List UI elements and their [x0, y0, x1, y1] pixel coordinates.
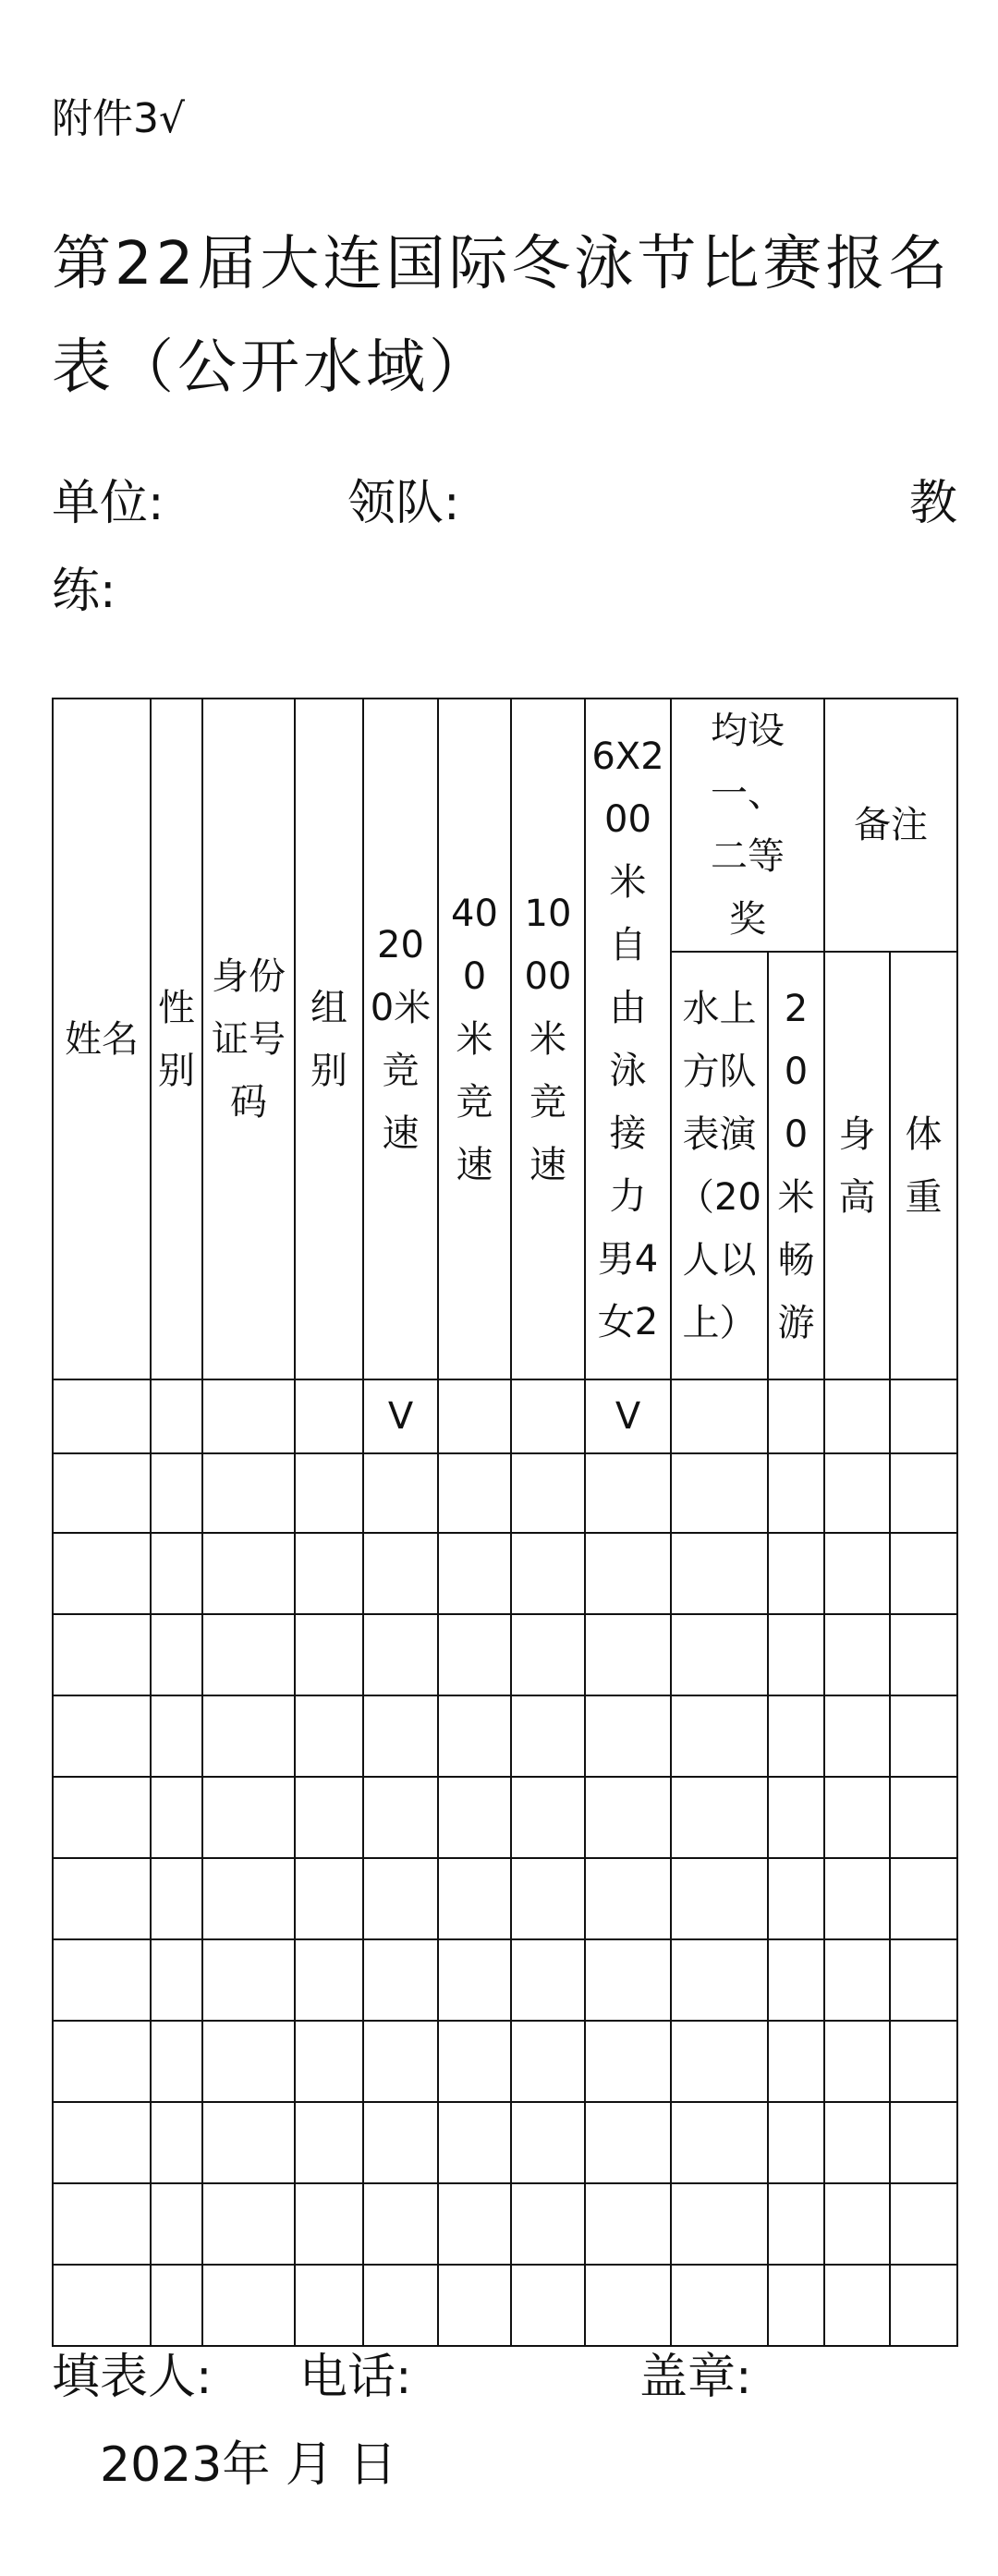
table-cell[interactable]	[295, 1533, 363, 1614]
table-cell[interactable]	[671, 1939, 768, 2021]
header-gender: 性别	[151, 699, 202, 1379]
table-cell[interactable]	[824, 2021, 890, 2102]
table-cell[interactable]	[824, 2183, 890, 2265]
header-awards-group: 均设一、二等奖	[671, 699, 824, 952]
table-cell[interactable]	[768, 2183, 824, 2265]
header-group: 组别	[295, 699, 363, 1379]
table-cell[interactable]	[585, 1939, 671, 2021]
table-cell[interactable]: V	[585, 1379, 671, 1453]
table-cell[interactable]	[363, 1614, 438, 1695]
table-cell[interactable]	[151, 2102, 202, 2183]
table-cell[interactable]	[585, 1858, 671, 1939]
table-cell[interactable]	[151, 1777, 202, 1858]
table-cell[interactable]	[151, 2021, 202, 2102]
table-cell[interactable]	[671, 1379, 768, 1453]
header-race-1000: 1000米竞速	[511, 699, 585, 1379]
table-cell[interactable]	[585, 2183, 671, 2265]
table-cell[interactable]	[202, 1695, 295, 1777]
table-cell[interactable]	[295, 1695, 363, 1777]
table-cell[interactable]	[151, 1533, 202, 1614]
table-cell[interactable]	[768, 1695, 824, 1777]
table-cell[interactable]	[202, 1533, 295, 1614]
table-cell[interactable]	[585, 2265, 671, 2346]
table-row	[53, 1939, 957, 2021]
table-cell[interactable]	[824, 1453, 890, 1533]
table-cell[interactable]	[671, 1614, 768, 1695]
info-line-2	[52, 559, 957, 624]
table-cell[interactable]	[202, 2021, 295, 2102]
table-row	[53, 1379, 957, 1453]
table-cell[interactable]	[585, 1533, 671, 1614]
table-cell[interactable]	[511, 2021, 585, 2102]
table-cell[interactable]	[295, 2102, 363, 2183]
table-cell[interactable]	[511, 2183, 585, 2265]
table-cell[interactable]	[202, 2183, 295, 2265]
table-cell[interactable]	[824, 2102, 890, 2183]
table-cell[interactable]	[53, 1614, 151, 1695]
table-cell[interactable]	[363, 1939, 438, 2021]
table-cell[interactable]	[438, 1379, 511, 1453]
table-cell[interactable]	[363, 1777, 438, 1858]
table-cell[interactable]	[585, 1695, 671, 1777]
header-race-400: 400米竞速	[438, 699, 511, 1379]
table-cell[interactable]	[363, 2265, 438, 2346]
coach-label-part1: 教	[908, 476, 957, 531]
table-cell[interactable]	[585, 1614, 671, 1695]
table-cell[interactable]	[511, 1695, 585, 1777]
table-cell[interactable]	[511, 1939, 585, 2021]
table-cell[interactable]	[890, 1614, 957, 1695]
table-cell[interactable]	[768, 2265, 824, 2346]
table-cell[interactable]	[890, 2183, 957, 2265]
table-cell[interactable]	[671, 1453, 768, 1533]
table-cell[interactable]	[438, 2102, 511, 2183]
table-cell[interactable]	[53, 1695, 151, 1777]
table-cell[interactable]	[671, 1533, 768, 1614]
registration-table	[52, 698, 958, 2347]
table-cell[interactable]	[151, 2265, 202, 2346]
table-cell[interactable]	[53, 2183, 151, 2265]
table-cell[interactable]	[151, 1379, 202, 1453]
table-cell[interactable]	[824, 1533, 890, 1614]
table-cell[interactable]	[53, 1858, 151, 1939]
table-cell[interactable]	[824, 1379, 890, 1453]
footer-line-1	[52, 2338, 957, 2405]
table-cell[interactable]	[438, 1777, 511, 1858]
table-cell[interactable]	[363, 1453, 438, 1533]
table-cell[interactable]	[890, 1777, 957, 1858]
table-cell[interactable]	[671, 2021, 768, 2102]
table-cell[interactable]	[295, 1858, 363, 1939]
table-row	[53, 1777, 957, 1858]
table-cell[interactable]	[53, 1533, 151, 1614]
unit-label: 单位:	[52, 476, 164, 531]
table-cell[interactable]	[511, 1533, 585, 1614]
table-cell[interactable]	[295, 2021, 363, 2102]
table-cell[interactable]	[890, 1858, 957, 1939]
table-row	[53, 1453, 957, 1533]
table-cell[interactable]: V	[363, 1379, 438, 1453]
table-cell[interactable]	[295, 1777, 363, 1858]
table-cell[interactable]	[890, 1533, 957, 1614]
table-cell[interactable]	[363, 2102, 438, 2183]
header-swim-200: 200米畅游	[768, 952, 824, 1379]
filler-label: 填表人:	[52, 2350, 213, 2405]
table-row	[53, 2265, 957, 2346]
table-cell[interactable]	[438, 2021, 511, 2102]
table-cell[interactable]	[511, 1858, 585, 1939]
table-cell[interactable]	[824, 1695, 890, 1777]
table-cell[interactable]	[890, 2265, 957, 2346]
table-cell[interactable]	[53, 2102, 151, 2183]
table-cell[interactable]	[768, 1858, 824, 1939]
table-cell[interactable]	[295, 1379, 363, 1453]
table-cell[interactable]	[511, 2102, 585, 2183]
date-line: 2023年 月 日	[100, 2437, 397, 2493]
table-cell[interactable]	[363, 1858, 438, 1939]
table-cell[interactable]	[671, 1777, 768, 1858]
table-cell[interactable]	[890, 1695, 957, 1777]
table-cell[interactable]	[438, 1939, 511, 2021]
attachment-label: 附件3√	[52, 95, 186, 142]
phone-label: 电话:	[299, 2350, 412, 2405]
table-cell[interactable]	[824, 1777, 890, 1858]
header-height: 身高	[824, 952, 890, 1379]
table-cell[interactable]	[295, 1614, 363, 1695]
table-cell[interactable]	[671, 2102, 768, 2183]
table-cell[interactable]	[585, 1777, 671, 1858]
table-cell[interactable]	[438, 1858, 511, 1939]
table-cell[interactable]	[824, 2265, 890, 2346]
document-title: 第22届大连国际冬泳节比赛报名表（公开水域）	[52, 230, 952, 402]
table-cell[interactable]	[511, 1453, 585, 1533]
coach-label-part2: 练:	[52, 564, 116, 619]
header-water-show: 水上方队表演（20人以上）	[671, 952, 768, 1379]
table-cell[interactable]	[202, 1858, 295, 1939]
leader-label: 领队:	[347, 476, 460, 531]
table-cell[interactable]	[363, 1533, 438, 1614]
table-cell[interactable]	[53, 1777, 151, 1858]
table-cell[interactable]	[511, 1614, 585, 1695]
table-cell[interactable]	[671, 1695, 768, 1777]
table-cell[interactable]	[824, 1614, 890, 1695]
table-cell[interactable]	[295, 1453, 363, 1533]
table-cell[interactable]	[824, 1858, 890, 1939]
table-cell[interactable]	[768, 2102, 824, 2183]
table-cell[interactable]	[53, 1379, 151, 1453]
table-row	[53, 2183, 957, 2265]
table-row	[53, 2021, 957, 2102]
table-cell[interactable]	[202, 2102, 295, 2183]
table-cell[interactable]	[511, 1777, 585, 1858]
table-cell[interactable]	[768, 1379, 824, 1453]
table-cell[interactable]	[438, 2183, 511, 2265]
table-row	[53, 1614, 957, 1695]
table-cell[interactable]	[53, 1453, 151, 1533]
table-cell[interactable]	[768, 2021, 824, 2102]
table-cell[interactable]	[768, 1777, 824, 1858]
table-cell[interactable]	[151, 1453, 202, 1533]
table-cell[interactable]	[438, 1453, 511, 1533]
header-id-number: 身份证号码	[202, 699, 295, 1379]
table-cell[interactable]	[585, 1453, 671, 1533]
table-cell[interactable]	[824, 1939, 890, 2021]
table-cell[interactable]	[151, 1695, 202, 1777]
table-cell[interactable]	[768, 1453, 824, 1533]
table-cell[interactable]	[511, 2265, 585, 2346]
table-cell[interactable]	[890, 2102, 957, 2183]
table-cell[interactable]	[511, 1379, 585, 1453]
table-cell[interactable]	[438, 1614, 511, 1695]
table-cell[interactable]	[202, 2265, 295, 2346]
table-cell[interactable]	[768, 1533, 824, 1614]
table-cell[interactable]	[890, 1379, 957, 1453]
seal-label: 盖章:	[639, 2350, 752, 2405]
table-cell[interactable]	[768, 1939, 824, 2021]
header-race-200: 200米竞速	[363, 699, 438, 1379]
table-cell[interactable]	[585, 2021, 671, 2102]
table-cell[interactable]	[295, 2183, 363, 2265]
header-relay: 6X200米自由泳接力男4女2	[585, 699, 671, 1379]
header-weight: 体重	[890, 952, 957, 1379]
table-cell[interactable]	[295, 1939, 363, 2021]
table-cell[interactable]	[671, 2183, 768, 2265]
table-cell[interactable]	[53, 2021, 151, 2102]
table-cell[interactable]	[202, 1777, 295, 1858]
table-cell[interactable]	[890, 1939, 957, 2021]
table-cell[interactable]	[202, 1614, 295, 1695]
table-cell[interactable]	[363, 2183, 438, 2265]
table-cell[interactable]	[202, 1453, 295, 1533]
table-cell[interactable]	[363, 1695, 438, 1777]
table-row	[53, 1533, 957, 1614]
table-cell[interactable]	[363, 2021, 438, 2102]
table-cell[interactable]	[151, 1614, 202, 1695]
table-cell[interactable]	[585, 2102, 671, 2183]
table-cell[interactable]	[151, 2183, 202, 2265]
table-cell[interactable]	[202, 1379, 295, 1453]
table-row	[53, 2102, 957, 2183]
table-cell[interactable]	[438, 1533, 511, 1614]
header-row-1	[53, 699, 957, 952]
table-cell[interactable]	[202, 1939, 295, 2021]
table-row	[53, 1858, 957, 1939]
table-cell[interactable]	[438, 1695, 511, 1777]
header-notes-group: 备注	[824, 699, 957, 952]
table-cell[interactable]	[890, 1453, 957, 1533]
table-cell[interactable]	[671, 1858, 768, 1939]
header-name: 姓名	[53, 699, 151, 1379]
table-cell[interactable]	[438, 2265, 511, 2346]
table-cell[interactable]	[768, 1614, 824, 1695]
table-cell[interactable]	[890, 2021, 957, 2102]
table-cell[interactable]	[295, 2265, 363, 2346]
table-cell[interactable]	[671, 2265, 768, 2346]
info-line-1	[52, 471, 957, 536]
table-cell[interactable]	[151, 1939, 202, 2021]
table-cell[interactable]	[151, 1858, 202, 1939]
table-cell[interactable]	[53, 2265, 151, 2346]
table-row	[53, 1695, 957, 1777]
table-cell[interactable]	[53, 1939, 151, 2021]
